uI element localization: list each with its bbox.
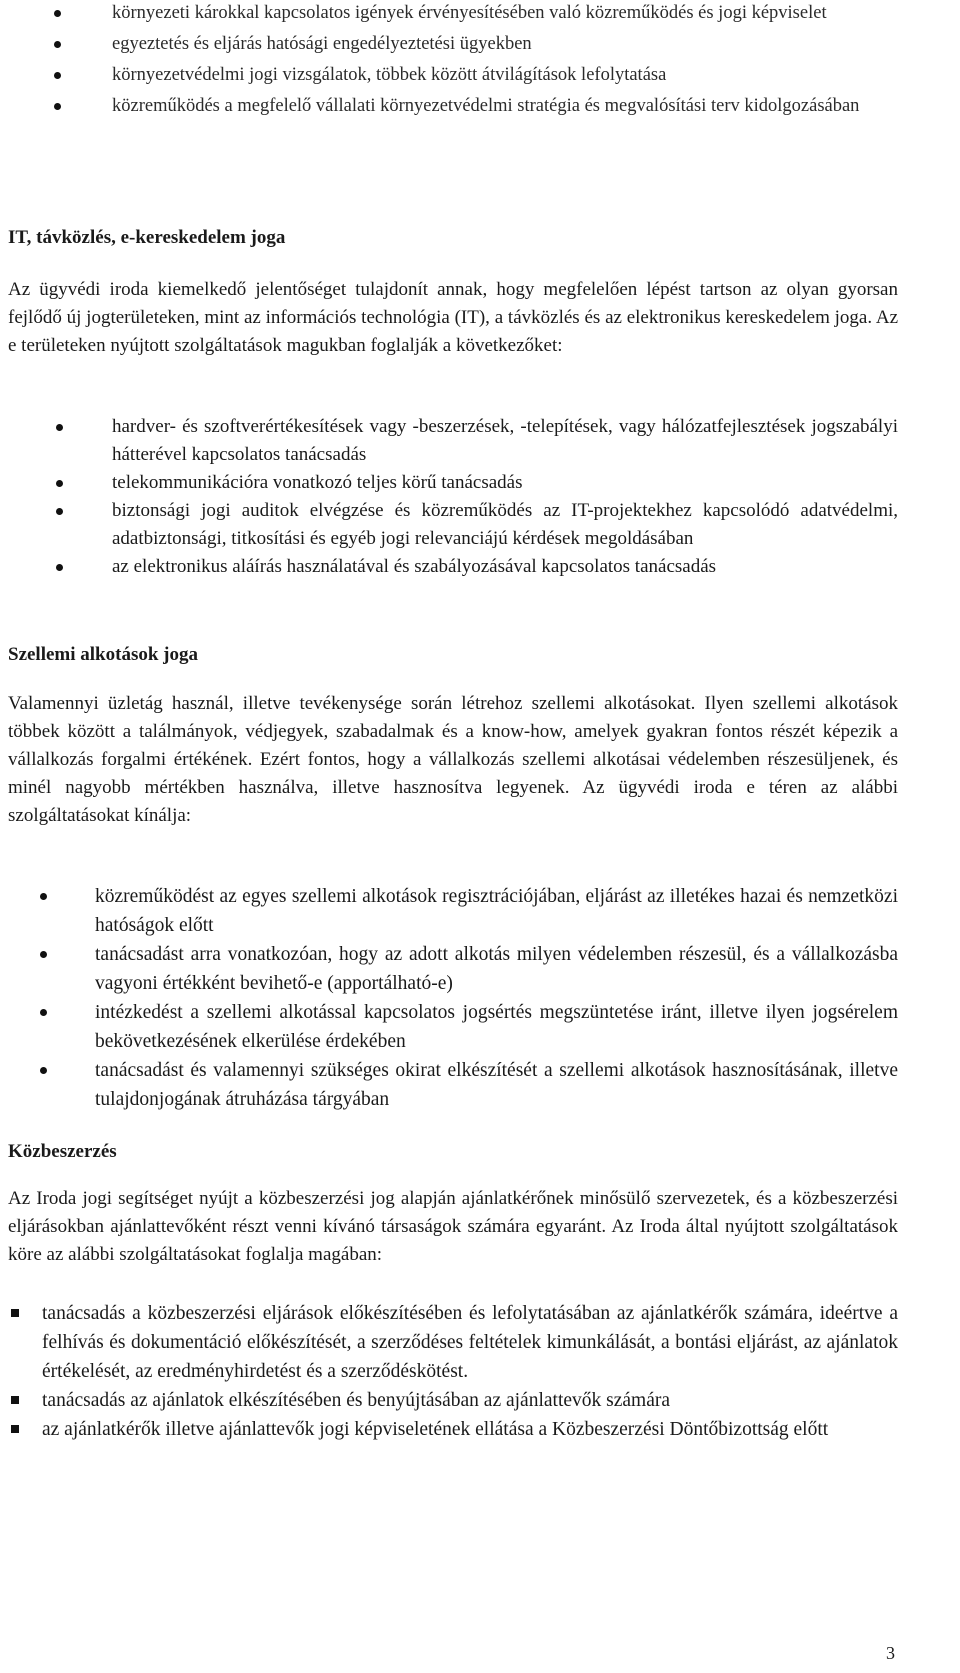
bullet-icon <box>54 10 61 17</box>
bullet-icon <box>56 480 63 487</box>
list-item: tanácsadást és valamennyi szükséges okirat elkészítését a szellemi alkotások hasznosításának, illetve tulajdonjogának átruházása tárgyában <box>0 1056 898 1114</box>
square-bullet-icon <box>11 1425 19 1433</box>
bullet-icon <box>40 893 47 900</box>
list-item: az elektronikus aláírás használatával és szabályozásával kapcsolatos tanácsadás <box>0 553 898 581</box>
procurement-services-list <box>0 1299 898 1444</box>
list-item: közreműködést az egyes szellemi alkotások regisztrációjában, eljárást az illetékes hazai és nemzetközi hatóságok előtt <box>0 882 898 940</box>
environmental-services-list <box>0 0 900 122</box>
list-item: tanácsadást arra vonatkozóan, hogy az adott alkotás milyen védelemben részesül, és a vállalkozásba vagyoni értékként bevihető-e (apportálható-e) <box>0 940 898 998</box>
list-item: az ajánlatkérők illetve ajánlattevők jogi képviseletének ellátása a Közbeszerzési Döntőbizottság előtt <box>0 1415 898 1444</box>
list-item: egyeztetés és eljárás hatósági engedélyeztetési ügyekben <box>0 29 900 60</box>
list-item: környezeti károkkal kapcsolatos igények érvényesítésében való közreműködés és jogi képviselet <box>0 0 900 29</box>
bullet-icon <box>54 72 61 79</box>
bullet-icon <box>56 424 63 431</box>
bullet-icon <box>54 103 61 110</box>
list-item: tanácsadás a közbeszerzési eljárások előkészítésében és lefolytatásában az ajánlatkérők számára, ideértve a felhívás és dokumentáció előkészítését, a szerződéses feltételek kimunkálását, a bontási eljárást, az ajánlatok értékelését, az eredményhirdetést és a szerződéskötést. <box>0 1299 898 1386</box>
section-heading-ip: Szellemi alkotások joga <box>8 644 198 665</box>
bullet-icon <box>56 508 63 515</box>
section-heading-it: IT, távközlés, e-kereskedelem joga <box>8 227 286 248</box>
procurement-paragraph: Az Iroda jogi segítséget nyújt a közbeszerzési jog alapján ajánlatkérőnek minősülő szervezetek, és a közbeszerzési eljárásokban ajánlattevőként részt venni kívánó társaságok számára egyaránt. Az Iroda által nyújtott szolgáltatások köre az alábbi szolgáltatásokat foglalja magában: <box>8 1188 898 1265</box>
list-item: közreműködés a megfelelő vállalati környezetvédelmi stratégia és megvalósítási terv kidolgozásában <box>0 91 900 122</box>
list-item: telekommunikációra vonatkozó teljes körű tanácsadás <box>0 469 898 497</box>
it-paragraph: Az ügyvédi iroda kiemelkedő jelentőséget tulajdonít annak, hogy megfelelően lépést tartson az olyan gyorsan fejlődő új jogterületeken, mint az információs technológia (IT), a távközlés és az elektronikus kereskedelem joga. Az e területeken nyújtott szolgáltatások magukban foglalják a következőket: <box>8 279 898 356</box>
page-number: 3 <box>886 1643 895 1663</box>
bullet-icon <box>40 1009 47 1016</box>
bullet-icon <box>40 951 47 958</box>
list-item: környezetvédelmi jogi vizsgálatok, többek között átvilágítások lefolytatása <box>0 60 900 91</box>
bullet-icon <box>40 1067 47 1074</box>
ip-services-list <box>0 882 898 1114</box>
it-services-list <box>0 413 898 581</box>
ip-paragraph: Valamennyi üzletág használ, illetve tevékenysége során létrehoz szellemi alkotásokat. Ilyen szellemi alkotások többek között a találmányok, védjegyek, szabadalmak és a know-how, amelyek gyakran fontos részét képezik a vállalkozás forgalmi értékének. Ezért fontos, hogy a vállalkozás szellemi alkotásai védelemben részesüljenek, és minél nagyobb mértékben használva, illetve hasznosítva legyenek. Az ügyvédi iroda e téren az alábbi szolgáltatásokat kínálja: <box>8 693 898 826</box>
section-heading-procurement: Közbeszerzés <box>8 1141 117 1162</box>
bullet-icon <box>54 41 61 48</box>
bullet-icon <box>56 564 63 571</box>
list-item: hardver- és szoftverértékesítések vagy -beszerzések, -telepítések, vagy hálózatfejlesztések jogszabályi hátterével kapcsolatos tanácsadás <box>0 413 898 469</box>
square-bullet-icon <box>11 1309 19 1317</box>
list-item: tanácsadás az ajánlatok elkészítésében és benyújtásában az ajánlattevők számára <box>0 1386 898 1415</box>
list-item: intézkedést a szellemi alkotással kapcsolatos jogsértés megszüntetése iránt, illetve ilyen jogsérelem bekövetkezésének elkerülése érdekében <box>0 998 898 1056</box>
list-item: biztonsági jogi auditok elvégzése és közreműködés az IT-projektekhez kapcsolódó adatvédelmi, adatbiztonsági, titkosítási és egyéb jogi relevanciájú kérdések megoldásában <box>0 497 898 553</box>
square-bullet-icon <box>11 1396 19 1404</box>
